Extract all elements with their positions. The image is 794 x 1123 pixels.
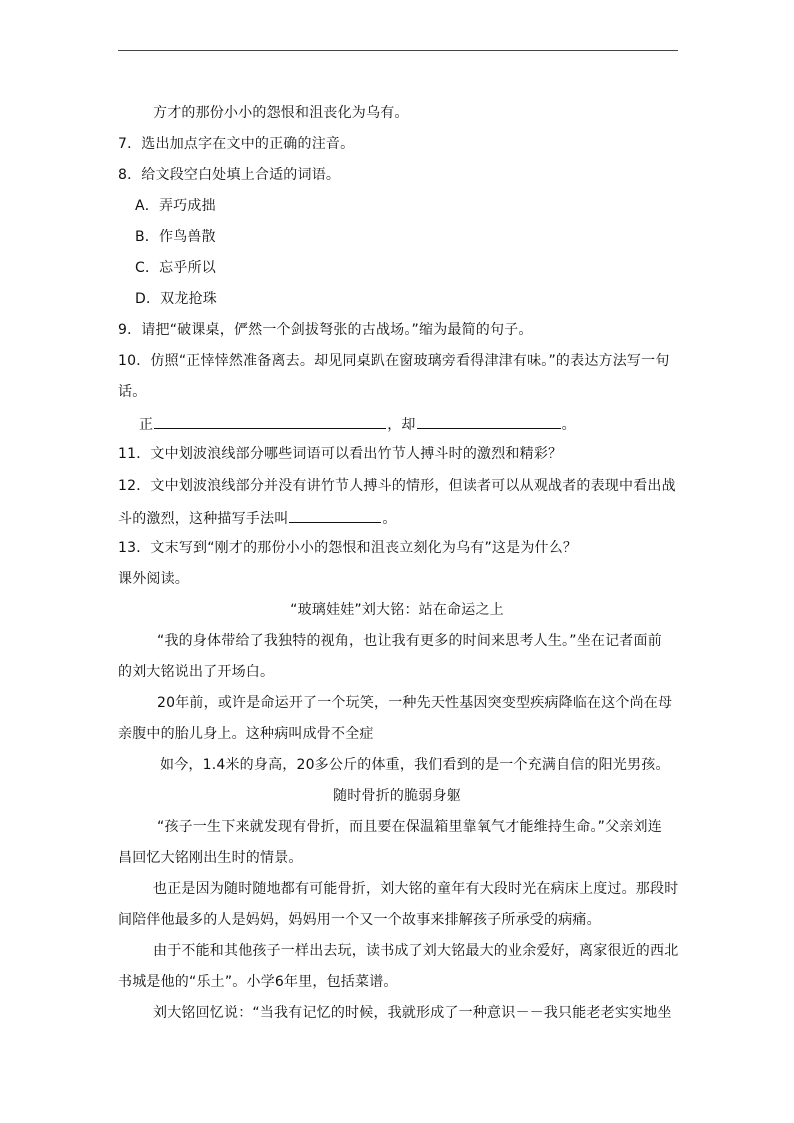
- answer-blank-2[interactable]: [417, 414, 561, 429]
- fill-suffix: 。: [561, 417, 576, 433]
- option-a: A．弄巧成拙: [135, 198, 216, 214]
- option-c: C．忘乎所以: [135, 260, 216, 276]
- paragraph-line: 刘大铭回忆说：“当我有记忆的时候，我就形成了一种意识－－我只能老老实实地坐: [153, 1005, 672, 1021]
- question-8: 8．给文段空白处填上合适的词语。: [118, 167, 341, 183]
- question-9: 9．请把“破课桌，俨然一个剑拔弩张的古战场。”缩为最简的句子。: [118, 322, 533, 338]
- question-10-cont: 话。: [118, 384, 147, 400]
- sub-heading: 随时骨折的脆弱身躯: [333, 788, 461, 804]
- answer-blank-3[interactable]: [289, 508, 381, 523]
- text-line: 方才的那份小小的怨恨和沮丧化为乌有。: [153, 105, 409, 121]
- question-7: 7．选出加点字在文中的正确的注音。: [118, 136, 355, 152]
- paragraph-line: 亲腹中的胎儿身上。这种病叫成骨不全症: [118, 726, 374, 742]
- question-11: 11．文中划波浪线部分哪些词语可以看出竹节人搏斗时的激烈和精彩？: [118, 446, 563, 462]
- option-b: B．作鸟兽散: [135, 229, 216, 245]
- paragraph-line: 也正是因为随时随地都有可能骨折，刘大铭的童年有大段时光在病床上度过。那段时: [153, 881, 679, 897]
- paragraph-line: 间陪伴他最多的人是妈妈，妈妈用一个又一个故事来排解孩子所承受的病痛。: [118, 912, 601, 928]
- paragraph-line: 由于不能和其他孩子一样出去玩，读书成了刘大铭最大的业余爱好，离家很近的西北: [153, 943, 679, 959]
- header-rule: [118, 50, 678, 51]
- option-d: D．双龙抢珠: [135, 291, 217, 307]
- paragraph-line: 如今，1.4米的身高，20多公斤的体重，我们看到的是一个充满自信的阳光男孩。: [160, 757, 670, 773]
- question-10: 10．仿照“正悻悻然准备离去。却见同桌趴在窗玻璃旁看得津津有味。”的表达方法写一句: [118, 353, 670, 369]
- question-12: 12．文中划波浪线部分并没有讲竹节人搏斗的情形，但读者可以从观战者的表现中看出战: [118, 478, 676, 494]
- question-12-cont: [118, 508, 397, 528]
- paragraph-line: “孩子一生下来就发现有骨折，而且要在保温箱里靠氧气才能维持生命。”父亲刘连: [157, 819, 662, 835]
- paragraph-line: 昌回忆大铭刚出生时的情景。: [118, 850, 303, 866]
- article-title: “玻璃娃娃”刘大铭：站在命运之上: [290, 602, 504, 618]
- paragraph-line: “我的身体带给了我独特的视角，也让我有更多的时间来思考人生。”坐在记者面前: [157, 633, 662, 649]
- section-heading: 课外阅读。: [118, 571, 189, 587]
- answer-blank-1[interactable]: [154, 414, 386, 429]
- paragraph-line: 20年前，或许是命运开了一个玩笑，一种先天性基因突变型疾病降临在这个尚在母: [157, 695, 673, 711]
- paragraph-line: 的刘大铭说出了开场白。: [118, 664, 275, 680]
- fill-in-line: [139, 414, 576, 434]
- fill-middle: ，却: [387, 417, 416, 433]
- question-12-text: 斗的激烈，这种描写手法叫: [118, 511, 289, 527]
- question-12-end: 。: [382, 511, 397, 527]
- fill-prefix: 正: [139, 417, 154, 433]
- paragraph-line: 书城是他的“乐土”。小学6年里，包括菜谱。: [118, 974, 398, 990]
- question-13: 13．文末写到“刚才的那份小小的怨恨和沮丧立刻化为乌有”这是为什么？: [118, 540, 578, 556]
